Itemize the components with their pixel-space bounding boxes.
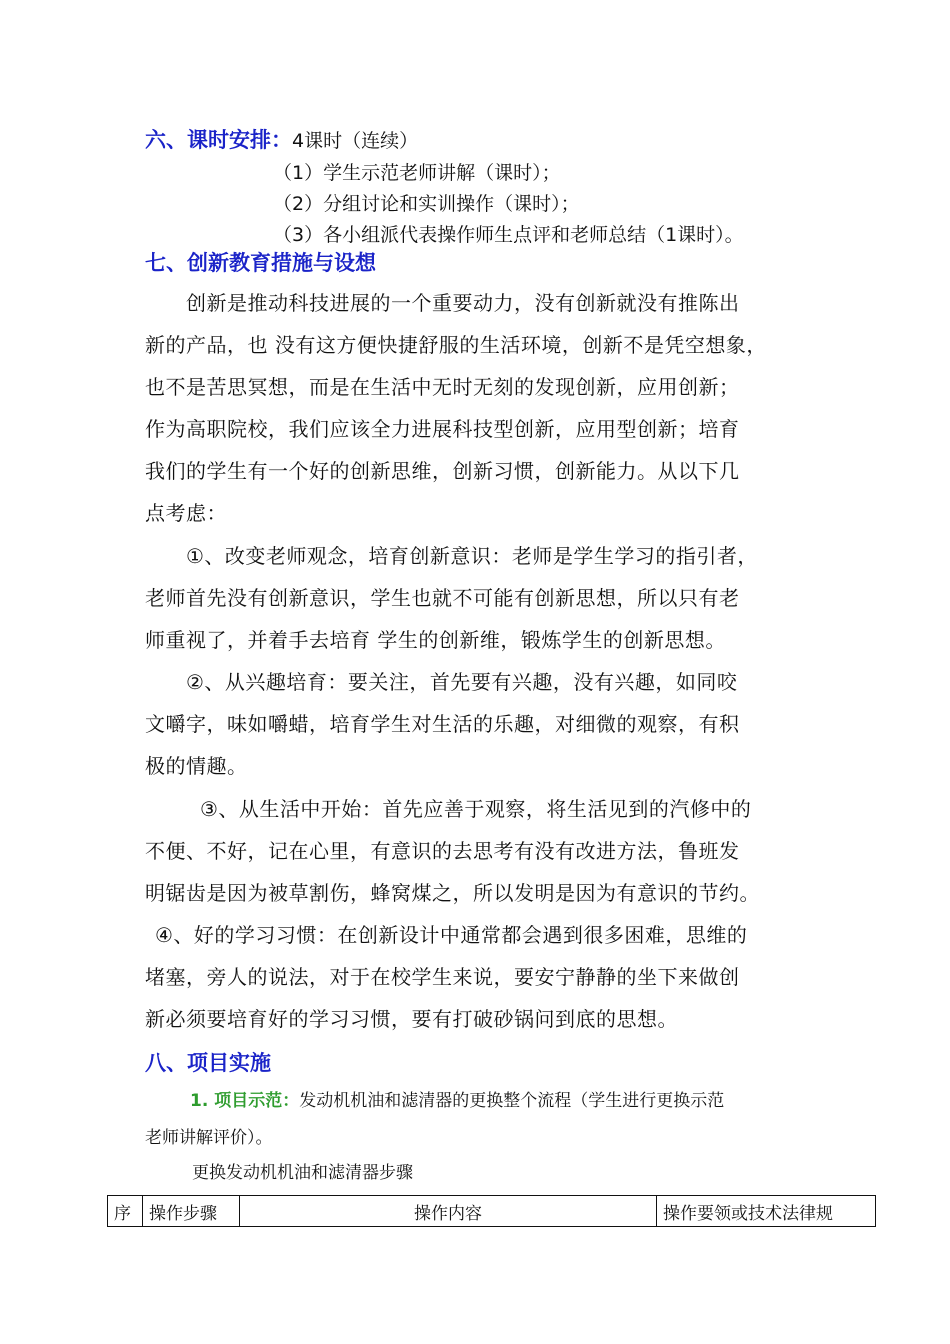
section6-item-2: （2）分组讨论和实训操作（课时）； <box>273 193 580 215</box>
table-header-row <box>108 1196 876 1227</box>
section7-heading: 七、创新教育措施与设想 <box>145 251 376 275</box>
section6-summary: 4课时（连续） <box>292 130 419 152</box>
paragraph-line: 师重视了，并着手去培育 学生的创新维，锻炼学生的创新思想。 <box>145 628 726 652</box>
project-demo-text: 发动机机油和滤清器的更换整个流程（学生进行更换示范 <box>299 1091 725 1111</box>
paragraph-line: 堵塞，旁人的说法，对于在校学生来说，要安宁静静的坐下来做创 <box>145 965 740 989</box>
paragraph-line: 新的产品，也 没有这方便快捷舒服的生活环境，创新不是凭空想象， <box>145 333 767 357</box>
project-demo-row <box>190 1086 724 1111</box>
paragraph-line: 文嚼字，味如嚼蜡，培育学生对生活的乐趣，对细微的观察，有积 <box>145 712 740 736</box>
header-cell-step: 操作步骤 <box>143 1196 240 1227</box>
paragraph-line: 新必须要培育好的学习习惯，要有打破砂锅问到底的思想。 <box>145 1007 678 1031</box>
paragraph-line: ④、好的学习习惯：在创新设计中通常都会遇到很多困难，思维的 <box>155 923 748 947</box>
section8-heading: 八、项目实施 <box>145 1051 271 1075</box>
paragraph-line: 老师首先没有创新意识，学生也就不可能有创新思想，所以只有老 <box>145 586 740 610</box>
table-caption: 更换发动机机油和滤清器步骤 <box>192 1163 413 1183</box>
project-demo-label: 1. 项目示范： <box>190 1091 300 1111</box>
paragraph-line: 极的情趣。 <box>145 754 248 778</box>
section6-item-3: （3）各小组派代表操作师生点评和老师总结（1课时）。 <box>273 224 744 246</box>
paragraph-line: 我们的学生有一个好的创新思维，创新习惯，创新能力。从以下几 <box>145 459 740 483</box>
header-cell-content: 操作内容 <box>240 1196 657 1227</box>
paragraph-line: 点考虑： <box>145 501 227 525</box>
section6-item-1: （1）学生示范老师讲解（课时）； <box>273 162 561 184</box>
header-cell-index: 序 <box>108 1196 143 1227</box>
header-cell-key-points: 操作要领或技术法律规 <box>657 1196 876 1227</box>
project-demo-continuation: 老师讲解评价）。 <box>145 1128 273 1148</box>
paragraph-line: ③、从生活中开始：首先应善于观察，将生活见到的汽修中的 <box>200 797 752 821</box>
paragraph-line: ②、从兴趣培育：要关注，首先要有兴趣，没有兴趣，如同咬 <box>186 670 738 694</box>
paragraph-line: 创新是推动科技进展的一个重要动力，没有创新就没有推陈出 <box>186 291 740 315</box>
paragraph-line: 不便、不好，记在心里，有意识的去思考有没有改进方法，鲁班发 <box>145 839 740 863</box>
section6-header-row <box>145 124 418 154</box>
paragraph-line: ①、改变老师观念，培育创新意识：老师是学生学习的指引者， <box>186 544 758 568</box>
section6-heading: 六、课时安排： <box>145 128 292 152</box>
paragraph-line: 也不是苦思冥想，而是在生活中无时无刻的发现创新，应用创新； <box>145 375 740 399</box>
steps-table <box>107 1195 876 1227</box>
paragraph-line: 明锯齿是因为被草割伤，蜂窝煤之，所以发明是因为有意识的节约。 <box>145 881 760 905</box>
paragraph-line: 作为高职院校，我们应该全力进展科技型创新，应用型创新；培育 <box>145 417 740 441</box>
